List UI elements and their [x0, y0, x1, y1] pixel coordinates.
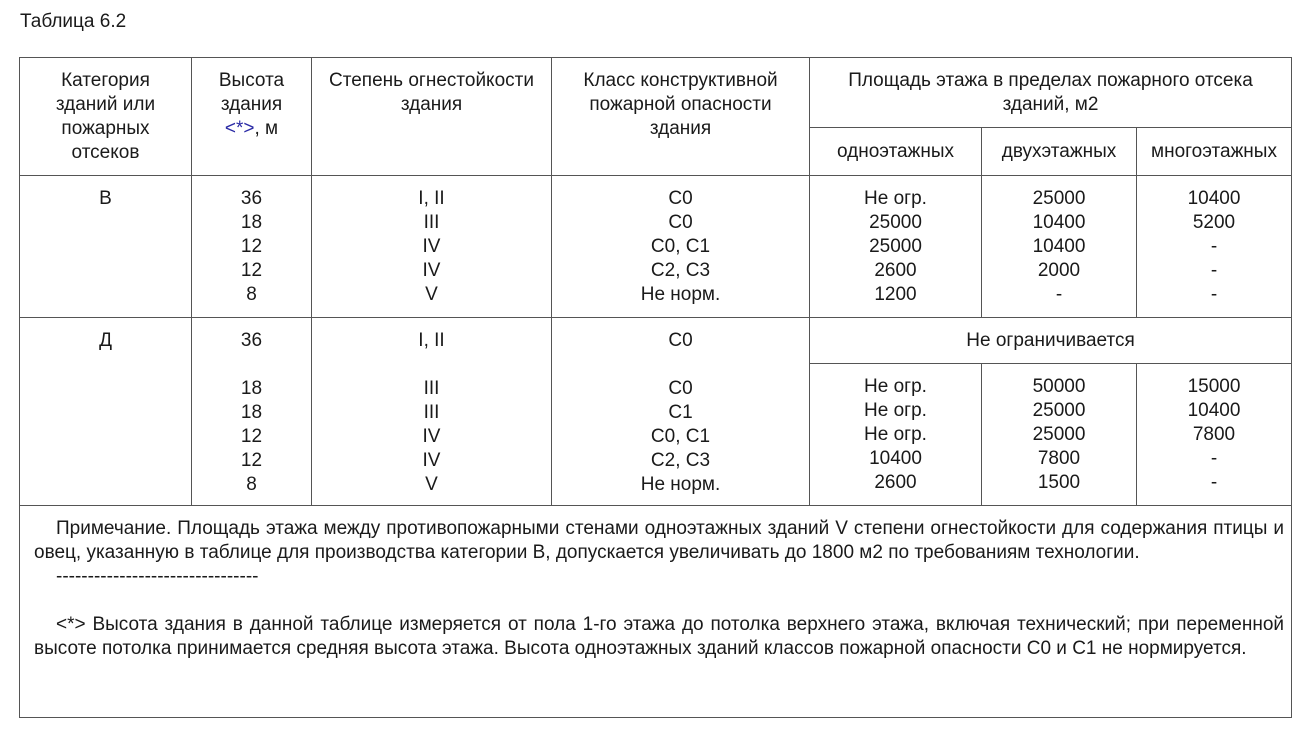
height-value: 36 [240, 188, 263, 209]
area-value: Не огр. [864, 424, 927, 445]
area-value: Не огр. [864, 376, 927, 397]
area-value: 10400 [1187, 188, 1241, 209]
area-value: 25000 [869, 236, 922, 257]
class-value: С0 [668, 330, 693, 351]
blank-line [312, 353, 551, 377]
note-text: Примечание. Площадь этажа между противопожарными стенами одноэтажных зданий V степени огнестойкости для содержания птицы и овец, указанную в таблице для производства категории В, допускается увеличивать до 1800 м2 по требованиям технологии. [34, 518, 1285, 563]
category-v-one-storey [810, 176, 982, 318]
degree-value: IV [422, 260, 441, 281]
area-value: 10400 [1187, 400, 1241, 421]
height-value: 18 [240, 212, 263, 233]
category-d-degrees [312, 318, 552, 506]
header-area-line: Площадь этажа в пределах пожарного отсека [848, 70, 1253, 91]
area-value: - [1210, 448, 1218, 469]
table-caption: Таблица 6.2 [20, 11, 127, 32]
header-class [552, 58, 810, 176]
area-value: Не огр. [864, 400, 927, 421]
degree-value: III [423, 378, 440, 399]
degree-value: I, II [418, 188, 445, 209]
class-value: С2, С3 [650, 450, 711, 471]
height-value: 8 [246, 284, 257, 305]
area-value: - [1210, 284, 1218, 305]
footnote-ref-link[interactable]: <*> [224, 118, 255, 139]
degree-value: I, II [418, 330, 445, 351]
category-d-cell: Д [20, 318, 192, 506]
header-multi-storey: многоэтажных [1137, 128, 1292, 176]
height-value: 12 [240, 450, 263, 471]
header-one-storey: одноэтажных [810, 128, 982, 176]
area-value: 2600 [874, 472, 917, 493]
class-value: С0 [668, 188, 693, 209]
header-area [810, 58, 1292, 128]
header-class-line: здания [649, 118, 712, 139]
height-value: 12 [240, 260, 263, 281]
category-v-degrees [312, 176, 552, 318]
area-value: - [1055, 284, 1063, 305]
area-value: 50000 [1032, 376, 1086, 397]
category-v-heights [192, 176, 312, 318]
degree-value: IV [422, 450, 441, 471]
area-value: 10400 [869, 448, 922, 469]
blank-line [192, 353, 311, 377]
category-d-classes [552, 318, 810, 506]
degree-value: III [423, 212, 440, 233]
blank-line [552, 353, 809, 377]
category-v-classes [552, 176, 810, 318]
area-value: - [1210, 260, 1218, 281]
area-value: Не огр. [864, 188, 927, 209]
class-value: С2, С3 [650, 260, 711, 281]
header-area-line: зданий, м2 [1002, 94, 1099, 115]
class-value: С0, С1 [650, 236, 711, 257]
degree-value: IV [422, 426, 441, 447]
area-value: 2600 [874, 260, 917, 281]
height-value: 8 [246, 474, 257, 495]
fire-area-table [19, 57, 1292, 718]
unlimited-cell: Не ограничивается [810, 318, 1292, 364]
header-degree-line: Степень огнестойкости [329, 70, 534, 91]
class-value: С0, С1 [650, 426, 711, 447]
header-height-line: здания [220, 94, 283, 115]
area-value: 25000 [1032, 188, 1086, 209]
category-v-two-storey [982, 176, 1137, 318]
category-v-cell: В [20, 176, 192, 318]
category-d-two-storey [982, 364, 1137, 506]
header-height-unit: , м [254, 118, 279, 139]
header-category-line: пожарных [61, 118, 150, 139]
note-cell [20, 506, 1292, 718]
degree-value: III [423, 402, 440, 423]
header-height-line: Высота [218, 70, 285, 91]
height-value: 36 [240, 330, 263, 351]
height-value: 12 [240, 426, 263, 447]
header-degree [312, 58, 552, 176]
area-value: 15000 [1187, 376, 1241, 397]
area-value: 25000 [1032, 424, 1086, 445]
height-value: 18 [240, 402, 263, 423]
area-value: 10400 [1032, 236, 1086, 257]
class-value: С0 [668, 212, 693, 233]
degree-value: V [425, 474, 438, 495]
header-degree-line: здания [400, 94, 463, 115]
note-separator: -------------------------------- [56, 566, 259, 587]
header-height [192, 58, 312, 176]
area-value: 25000 [869, 212, 922, 233]
blank-line [34, 589, 1284, 613]
header-class-line: Класс конструктивной [583, 70, 778, 91]
height-value: 18 [240, 378, 263, 399]
area-value: 2000 [1037, 260, 1081, 281]
header-class-line: пожарной опасности [589, 94, 772, 115]
area-value: 7800 [1037, 448, 1081, 469]
area-value: 10400 [1032, 212, 1086, 233]
area-value: - [1210, 472, 1218, 493]
area-value: 5200 [1192, 212, 1236, 233]
class-value: С0 [668, 378, 693, 399]
area-value: 25000 [1032, 400, 1086, 421]
area-value: 7800 [1192, 424, 1236, 445]
class-value: Не норм. [640, 474, 721, 495]
header-category-line: отсеков [71, 142, 140, 163]
class-value: Не норм. [640, 284, 721, 305]
area-value: 1500 [1037, 472, 1081, 493]
header-category-line: зданий или [55, 94, 156, 115]
footnote-text: <*> Высота здания в данной таблице измеряется от пола 1-го этажа до потолка верхнего этажа, включая технический; при переменной высоте потолка принимается средняя высота этажа. Высота одноэтажных зданий классов пожарной опасности С0 и С1 не нормируется. [34, 614, 1285, 659]
class-value: С1 [668, 402, 693, 423]
header-category [20, 58, 192, 176]
category-v-multi-storey [1137, 176, 1292, 318]
category-d-heights [192, 318, 312, 506]
category-d-one-storey [810, 364, 982, 506]
area-value: - [1210, 236, 1218, 257]
height-value: 12 [240, 236, 263, 257]
degree-value: V [425, 284, 438, 305]
header-category-line: Категория [61, 70, 150, 91]
area-value: 1200 [874, 284, 917, 305]
header-two-storey: двухэтажных [982, 128, 1137, 176]
degree-value: IV [422, 236, 441, 257]
category-d-multi-storey [1137, 364, 1292, 506]
